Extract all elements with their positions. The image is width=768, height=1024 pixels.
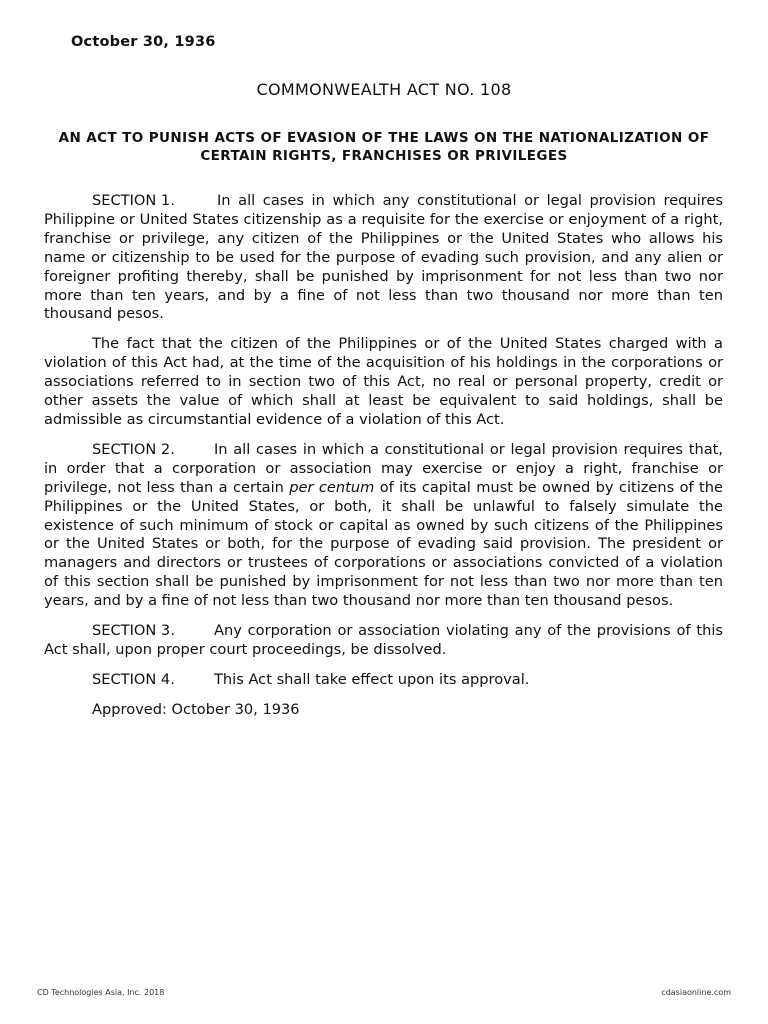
section-2-label: SECTION 2. bbox=[92, 440, 175, 458]
section-1-paragraph-2: The fact that the citizen of the Philippines or of the United States charged with a violation of this Act had, at the time of the acquisition of his holdings in the corporations or associations referred to in section two of this Act, no real or personal property, credit or other assets the value of which shall at least be equivalent to said holdings, shall be admissible as circumstantial evidence of a violation of this Act. bbox=[44, 335, 723, 428]
approval-line: Approved: October 30, 1936 bbox=[92, 700, 300, 718]
section-3-paragraph bbox=[44, 622, 723, 660]
act-subtitle: AN ACT TO PUNISH ACTS OF EVASION OF THE LAWS ON THE NATIONALIZATION OF CERTAIN RIGHTS, FRANCHISES OR PRIVILEGES bbox=[58, 130, 710, 164]
act-title: COMMONWEALTH ACT NO. 108 bbox=[256, 80, 512, 99]
section-2-paragraph bbox=[44, 441, 723, 611]
footer-publisher: CD Technologies Asia, Inc. 2018 bbox=[37, 988, 165, 997]
section-2-text-a: In all cases in which a constitutional or legal provision requires that, in order that a corporation or association may exercise or enjoy a right, franchise or privilege, not less than a certain bbox=[44, 440, 723, 496]
section-4-label: SECTION 4. bbox=[92, 670, 175, 688]
footer-website: cdasiaonline.com bbox=[661, 988, 731, 997]
section-2-italic-term: per centum bbox=[289, 478, 375, 496]
section-1-paragraph bbox=[44, 192, 723, 324]
section-3-label: SECTION 3. bbox=[92, 622, 175, 640]
section-4-paragraph bbox=[44, 671, 723, 690]
section-2-text-b: of its capital must be owned by citizens of the Philippines or the United States, or both, it shall be unlawful to falsely simulate the existence of such minimum of stock or capital as owned by such citizens of the Philippines or the United States or both, for the purpose of evading said provision. The president or managers and directors or trustees of corporations or associations convicted of a violation of this section shall be punished by imprisonment for not less than two nor more than ten years, and by a fine of not less than two thousand nor more than ten thousand pesos. bbox=[44, 478, 723, 610]
section-1-text: In all cases in which any constitutional or legal provision requires Philippine or United States citizenship as a requisite for the exercise or enjoyment of a right, franchise or privilege, any citizen of the Philippines or the United States who allows his name or citizenship to be used for the purpose of evading such provision, and any alien or foreigner profiting thereby, shall be punished by imprisonment for not less than two nor more than ten years, and by a fine of not less than two thousand nor more than ten thousand pesos. bbox=[44, 192, 723, 323]
act-body bbox=[44, 192, 723, 731]
section-4-text: This Act shall take effect upon its approval. bbox=[214, 670, 530, 688]
section-1-label: SECTION 1. bbox=[92, 192, 175, 209]
section-3-text: Any corporation or association violating any of the provisions of this Act shall, upon proper court proceedings, be dissolved. bbox=[44, 622, 723, 658]
document-date: October 30, 1936 bbox=[71, 34, 216, 50]
